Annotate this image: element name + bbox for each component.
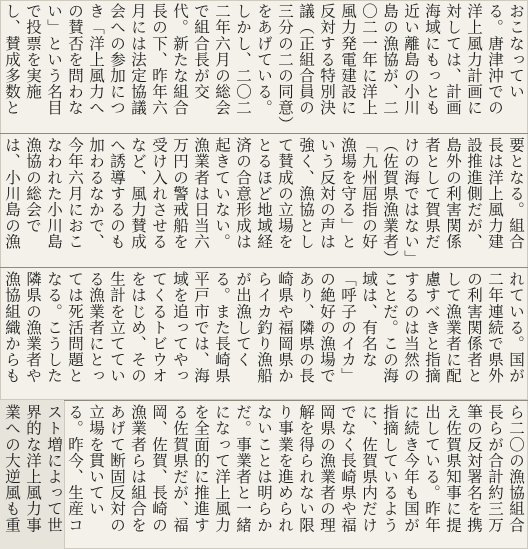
article-column-3: れている。国が二年連続で県外の利害関係者として漁業者に配慮すべきと指摘するのは当然のことだ。この海域は、有名な「呼子のイカ」の絶好の漁場であり、隣県の長崎県や福岡県からイカ釣り漁船が出漁してくる。また長崎県平戸市では、海域を追ってやってくるトビウオをはじめ、その生計を立てている漁業者にとっては死活問題となる。こうした隣県の漁業者や漁協組織からも	[3, 271, 525, 384]
article-column-4: ら二〇の漁協組合長らが合計約三万筆の反対署名を携え佐賀県知事に提出している。昨年に続き今年も国が指摘しているように、佐賀県内だけでなく長崎県や福岡県の漁業者の理解を得られない限り事業を進められないことは明らかだ。事業者と一緒になって洋上風力を全面的に推進する佐賀県だが、福岡、佐賀、長崎の漁業者らは組合をあげて断固反対の立場を貫いている。昨今、生産コスト増によって世界的な洋上風力事業への大逆風も重	[3, 404, 525, 533]
article-column-2: 要となる。組合長は洋上風力建設推進側だが、島外の利害関係者として賀県だけの海ではない」（佐賀県漁業者）「九州屈指の好漁場を守る」という反対の声は強く、漁協として賛成の立場をとるほど地域経済の合意形成は起きていない。漁業者は日当六万円の警戒船を受け入れさせるなど、風力賛成へ誘導するのも加わるなかで、今年六月におこなわれた小川島漁協の総会では、小川島の漁	[3, 137, 525, 259]
article-column-1: おこなっている。唐津沖での洋上風力計画に対しては、計画海域にもっとも近い離島の小川島の漁協が、二〇二一年に洋上風力発電建設に反対する特別決議（正組合員の三分の二の同意）をあげている。しかし、二〇二二年六月の総会で組合長が交代。新たな組合長の下、昨年六月には法定協議会への参加につき「洋上風力への賛否を問わない」という名目で投票を実施し、賛成多数と	[3, 3, 525, 125]
